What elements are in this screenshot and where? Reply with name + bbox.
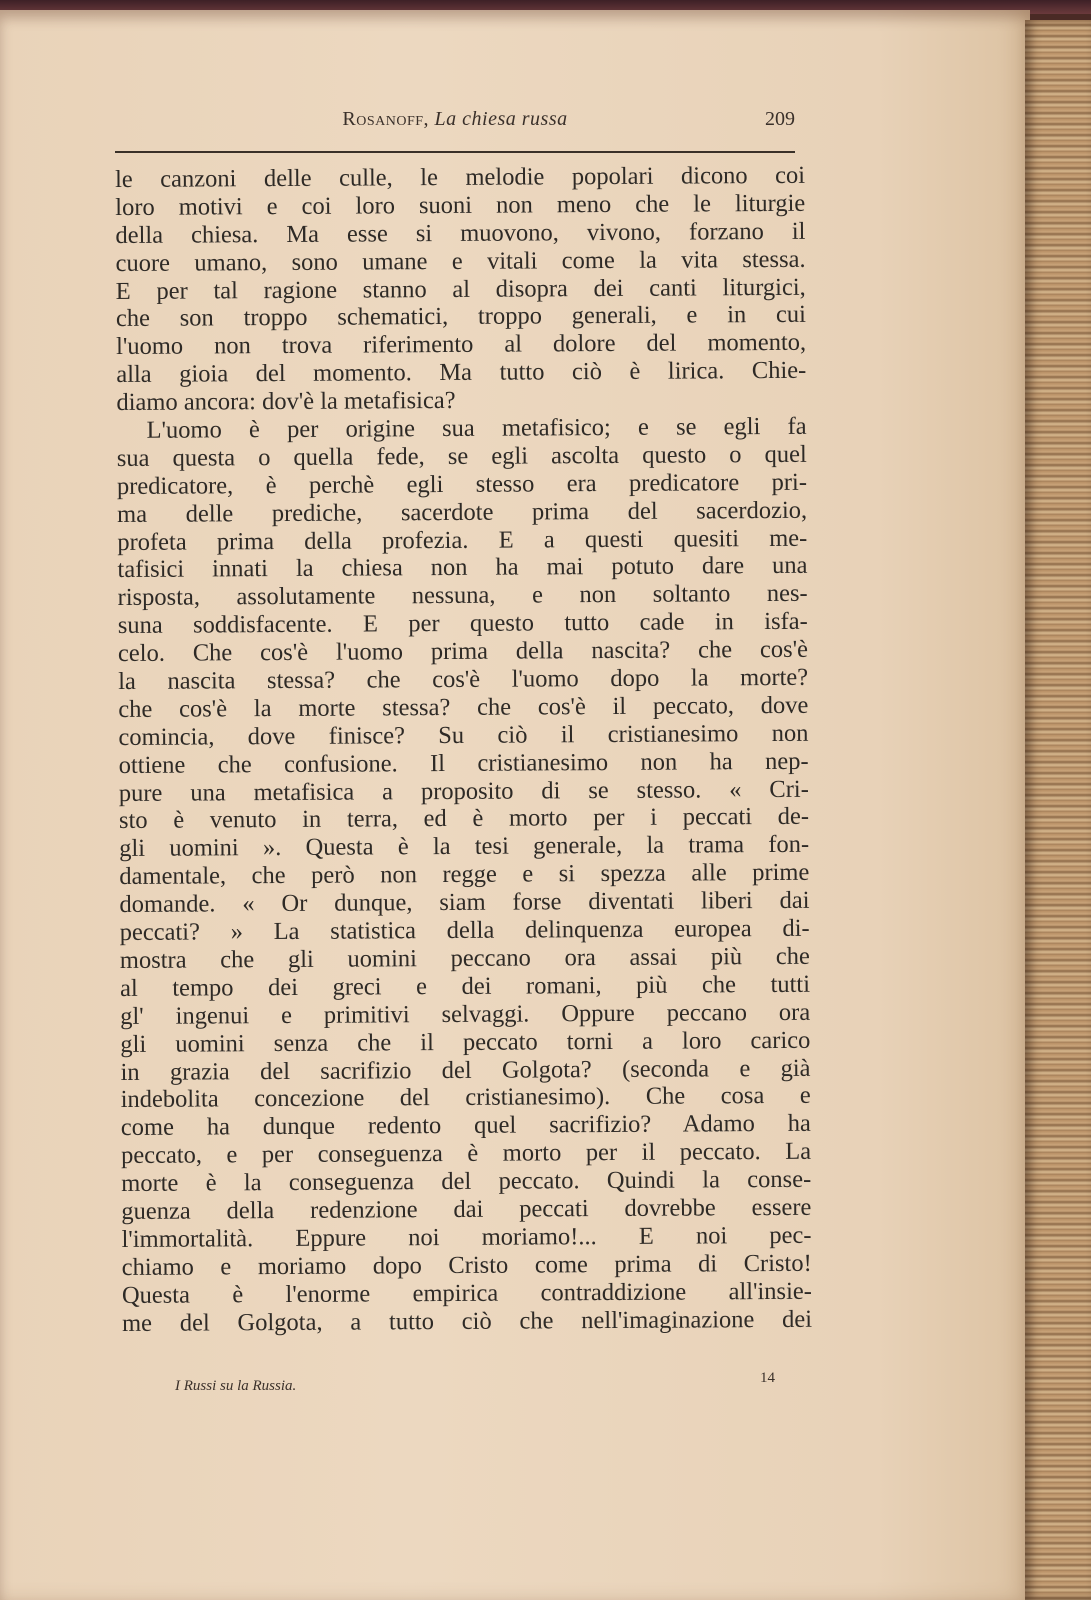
text-line: loro motivi e coi loro suoni non meno che le liturgie [115,189,806,221]
text-line: l'uomo non trova riferimento al dolore del momento, [116,329,807,361]
text-line: E per tal ragione stanno al disopra dei canti liturgici, [115,273,806,305]
text-line: domande. « Or dunque, siam forse diventati liberi dai [119,886,810,919]
body-text [115,162,812,1338]
text-line: tafisici innati la chiesa non ha mai potuto dare una [117,552,808,584]
text-line: peccato, e per conseguenza è morto per il peccato. La [120,1137,812,1170]
text-line: al tempo dei greci e dei romani, più che tutti [119,970,811,1002]
text-line: che son troppo schematici, troppo generali, e in cui [115,301,807,333]
text-line: suna soddisfacente. E per questo tutto cade in isfa- [117,608,808,640]
text-line: alla gioia del momento. Ma tutto ciò è lirica. Chie- [116,357,807,389]
text-line: me del Golgota, a tutto ciò che nell'imaginazione dei [121,1305,813,1337]
header-rule [115,151,795,153]
text-line: profeta prima della profezia. E a questi quesiti me- [117,524,808,556]
text-line: ma delle prediche, sacerdote prima del sacerdozio, [117,496,808,528]
text-line: la nascita stessa? che cos'è l'uomo dopo la morte? [118,663,809,696]
text-line: comincia, dove finisce? Su ciò il cristianesimo non [118,719,809,751]
text-line: che cos'è la morte stessa? che cos'è il peccato, dove [118,691,809,723]
page-edges [1025,20,1091,1600]
text-line: celo. Che cos'è l'uomo prima della nascita? che cos'è [117,635,809,668]
text-line: guenza della redenzione dai peccati dovrebbe essere [121,1193,812,1225]
text-line: gl' ingenui e primitivi selvaggi. Oppure peccano ora [120,998,811,1030]
header-work-title: La chiesa russa [434,108,568,130]
text-line: le canzoni delle culle, le melodie popolari dicono coi [115,161,806,193]
text-line: predicatore, è perchè egli stesso era predicatore pri- [116,468,808,500]
signature-number: 14 [760,1370,775,1386]
running-title: Rosanoff, La chiesa russa [342,108,568,130]
text-line: risposta, assolutamente nessuna, e non soltanto nes- [117,580,808,612]
text-line: L'uomo è per origine sua metafisico; e se egli fa [146,412,807,444]
text-line: Questa è l'enorme empirica contraddizione all'insie- [121,1277,812,1309]
text-line: morte è la conseguenza del peccato. Quindi la conse- [121,1165,812,1198]
signature-line: I Russi su la Russia. [175,1378,297,1394]
text-line: in grazia del sacrifizio del Golgota? (seconda e già [120,1054,811,1086]
page-footer [165,1368,805,1398]
running-header [115,108,795,138]
text-line: pure una metafisica a proposito di se stesso. « Cri- [118,775,809,807]
text-line: diamo ancora: dov'è la metafisica? [116,387,456,417]
text-line: ottiene che confusione. Il cristianesimo non ha nep- [118,747,809,779]
text-line: sto è venuto in terra, ed è morto per i peccati de- [118,803,810,835]
text-line: l'immortalità. Eppure noi moriamo!... E noi pec- [121,1221,812,1253]
text-line: damentale, che però non regge e si spezza alle prime [119,859,810,891]
text-line: gli uomini senza che il peccato torni a loro carico [120,1026,811,1058]
text-line: cuore umano, sono umane e vitali come la vita stessa. [115,245,806,277]
text-line: chiamo e moriamo dopo Cristo come prima di Cristo! [121,1249,812,1281]
text-line: come ha dunque redento quel sacrifizio? Adamo ha [120,1110,811,1142]
text-line: della chiesa. Ma esse si muovono, vivono, forzano il [115,217,806,249]
text-line: indebolita concezione del cristianesimo). Che cosa e [120,1082,811,1114]
text-line: gli uomini ». Questa è la tesi generale, la trama fon- [119,831,810,863]
page-number: 209 [765,108,795,130]
header-author: Rosanoff [342,108,424,130]
text-line: mostra che gli uomini peccano ora assai più che [119,942,810,974]
text-line: peccati? » La statistica della delinquenza europea di- [119,914,810,947]
text-line: sua questa o quella fede, se egli ascolta questo o quel [116,440,807,472]
